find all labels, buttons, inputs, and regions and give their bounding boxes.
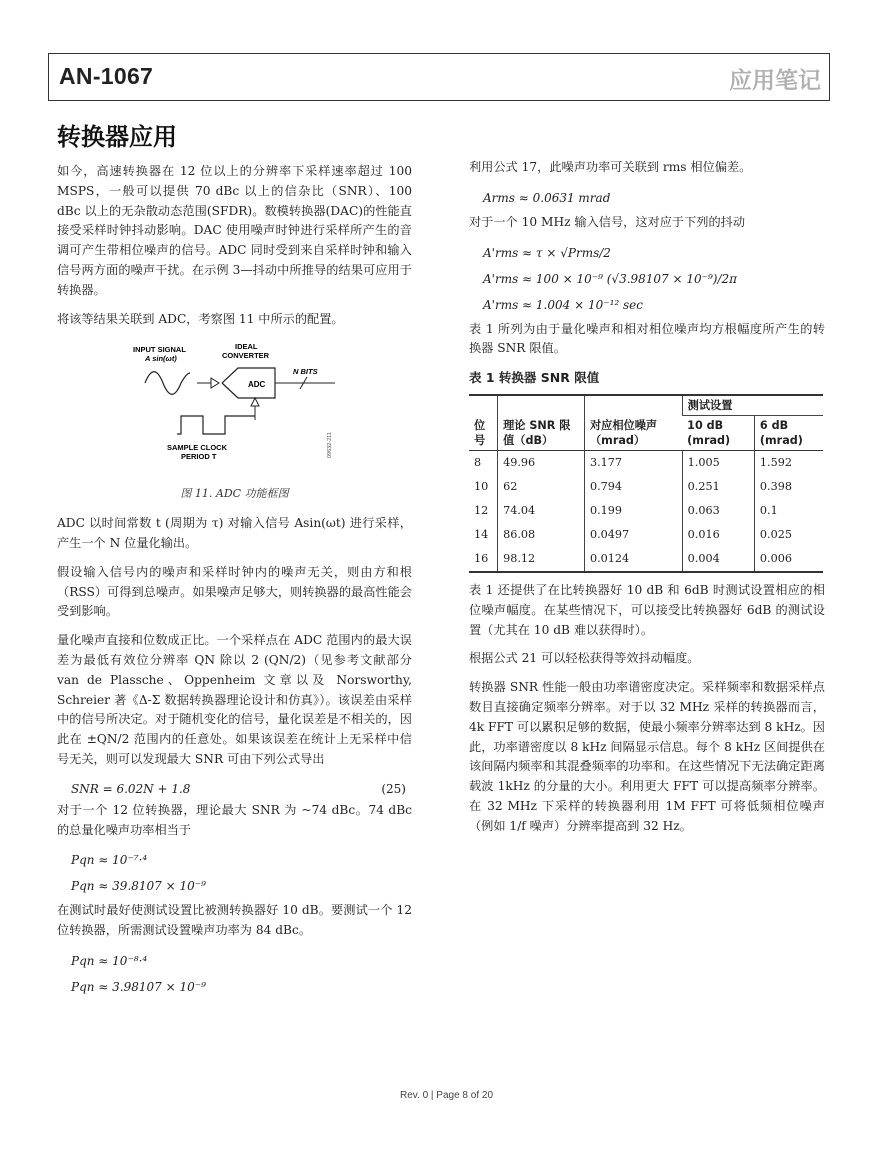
table-cell: 0.0497 [584, 523, 682, 547]
equation: A'rms ≈ 1.004 × 10⁻¹² sec [483, 297, 643, 312]
header-6db: 6 dB (mrad) [754, 415, 823, 450]
equation: A'rms ≈ 100 × 10⁻⁹ (√3.98107 × 10⁻⁹)/2π [483, 271, 738, 286]
table-row [469, 475, 823, 499]
paragraph: 转换器 SNR 性能一般由功率谱密度决定。采样频率和数据采样点数目直接确定频率分辨率。对于以 32 MHz 采样的转换器而言，4k FFT 可以累积足够的数据，使最小频率分辨率达到 8 kHz。因此，功率谱密度以 8 kHz 间隔显示信息。每个 8 kHz 区间提供在该间隔内频率和其混叠频率的功率和。在这些情况下无法确定距离载波 1kHz 的分量的大小。利用更大 FFT 可以提高频率分辨率。在 32 MHz 下采样的转换器利用 1M FFT 可将低频相位噪声（例如 1/f 噪声）分辨率提高到 32 Hz。 [469, 680, 825, 833]
header-snr: 理论 SNR 限值（dB） [498, 395, 585, 451]
doc-type: 应用笔记 [729, 68, 821, 94]
equation: Pqn ≈ 10⁻⁸·⁴ [71, 953, 148, 968]
table-cell: 74.04 [498, 499, 585, 523]
sample-clock-label: SAMPLE CLOCK [167, 443, 227, 453]
table-cell: 98.12 [498, 547, 585, 572]
table-cell: 8 [474, 456, 482, 470]
figure-id-label: 09632-211 [327, 432, 333, 459]
adc-diagram-svg [57, 338, 412, 486]
header-phase-noise: 对应相位噪声（mrad） [584, 395, 682, 451]
paragraph: ADC 以时间常数 t (周期为 τ) 对输入信号 Asin(ωt) 进行采样，产生一个 N 位量化输出。 [57, 516, 412, 550]
paragraph: 在测试时最好使测试设置比被测转换器好 10 dB。要测试一个 12 位转换器，所需测试设置噪声功率为 84 dBc。 [57, 903, 412, 938]
paragraph: 利用公式 17，此噪声功率可关联到 rms 相位偏差。 [469, 160, 752, 174]
adc-label: ADC [248, 380, 266, 390]
page-footer: Rev. 0 | Page 8 of 20 [399, 1090, 494, 1101]
table-cell: 1.005 [682, 450, 754, 475]
table-cell: 0.199 [584, 499, 682, 523]
table-row [469, 499, 823, 523]
arrow-icon [211, 378, 219, 388]
clock-waveform-icon [177, 416, 255, 434]
equation-number: (25) [381, 781, 406, 796]
table-cell: 49.96 [498, 450, 585, 475]
table-cell: 0.0124 [584, 547, 682, 572]
equation: Pqn ≈ 3.98107 × 10⁻⁹ [71, 979, 206, 994]
header-bits: 位号 [474, 418, 486, 447]
header-10db: 10 dB (mrad) [687, 418, 731, 447]
snr-table [469, 394, 823, 573]
doc-number: AN-1067 [59, 63, 154, 89]
table-cell: 0.1 [754, 499, 823, 523]
equation: Pqn ≈ 39.8107 × 10⁻⁹ [71, 879, 206, 894]
right-column [469, 158, 825, 846]
figure-caption: 图 11. ADC 功能框图 [180, 487, 289, 501]
table-row [469, 450, 823, 475]
table-cell: 10 [474, 480, 489, 494]
paragraph: 表 1 还提供了在比转换器好 10 dB 和 6dB 时测试设置相应的相位噪声幅度。在某些情况下，可以接受比转换器好 6dB 的测试设置（尤其在 10 dB 难以获得时）。 [469, 582, 825, 637]
table-cell: 3.177 [584, 450, 682, 475]
paragraph: 假设输入信号内的噪声和采样时钟内的噪声无关，则由方和根（RSS）可得到总噪声。如果噪声足够大，则转换器的最高性能会受到影响。 [57, 564, 412, 619]
clock-arrow-icon [251, 398, 259, 406]
left-column [57, 162, 412, 1002]
adc-block-diagram [57, 338, 412, 486]
table-cell: 12 [474, 504, 489, 518]
input-signal-label: INPUT SIGNAL [133, 345, 186, 355]
input-formula-label: A sin(ωt) [145, 354, 177, 364]
table-cell: 1.592 [754, 450, 823, 475]
table-cell: 0.016 [682, 523, 754, 547]
header-test-setup: 测试设置 [682, 395, 823, 416]
period-label: PERIOD T [181, 452, 217, 462]
paragraph: 对于一个 12 位转换器，理论最大 SNR 为 ~74 dBc。74 dBc 的总量化噪声功率相当于 [57, 802, 412, 837]
equation: Pqn ≈ 10⁻⁷·⁴ [71, 853, 148, 868]
table-cell: 0.006 [754, 547, 823, 572]
table-row [469, 523, 823, 547]
n-bits-label: N BITS [293, 367, 318, 377]
table-cell: 0.004 [682, 547, 754, 572]
table-cell: 0.398 [754, 475, 823, 499]
page-header [48, 53, 830, 101]
table-title: 表 1 转换器 SNR 限值 [469, 370, 600, 386]
table-cell: 62 [498, 475, 585, 499]
table-body [469, 450, 823, 572]
table-cell: 86.08 [498, 523, 585, 547]
paragraph: 将该等结果关联到 ADC，考察图 11 中所示的配置。 [57, 311, 344, 326]
paragraph: 如今，高速转换器在 12 位以上的分辨率下采样速率超过 100 MSPS，一般可以提供 70 dBc 以上的信杂比（SNR）、100 dBc 以上的无杂散动态范围(SFDR)。数模转换器(DAC)的性能直接受采样时钟抖动影响。DAC 使用噪声时钟进行采样所产生的音调可产生带相位噪声的信号。ADC 同时受到来自采样时钟和输入信号两方面的噪声干扰。在示例 3—抖动中所推导的结果可应用于转换器。 [57, 164, 412, 297]
table-cell: 14 [474, 528, 489, 542]
equation-25 [71, 779, 412, 799]
paragraph: 表 1 所列为由于量化噪声和相对相位噪声均方根幅度所产生的转换器 SNR 限值。 [469, 321, 825, 356]
table-row [469, 547, 823, 572]
equation-text: SNR = 6.02N + 1.8 [71, 781, 191, 796]
sine-wave-icon [145, 372, 190, 395]
paragraph: 量化噪声直接和位数成正比。一个采样点在 ADC 范围内的最大误差为最低有效位分辨率 QN 除以 2 (QN/2)（见参考文献部分 van de Plassche、Oppenheim 文章以及 Norsworthy, Schreier 著《Δ-Σ 数据转换器理论设计和仿真》）。该误差由采样中的信号所决定。对于随机变化的信号，量化误差是不相关的，因此在 ±QN/2 范围内的任意处。如果该误差在统计上无采样中信号无关，则可以发现最大 SNR 可由下列公式导出 [57, 633, 412, 766]
table-cell: 16 [474, 552, 489, 566]
table-cell: 0.251 [682, 475, 754, 499]
equation: A'rms ≈ τ × √Prms/2 [483, 245, 611, 260]
ideal-label: IDEAL [235, 342, 258, 352]
table-cell: 0.025 [754, 523, 823, 547]
section-title: 转换器应用 [57, 123, 177, 151]
table-cell: 0.063 [682, 499, 754, 523]
table-cell: 0.794 [584, 475, 682, 499]
paragraph: 对于一个 10 MHz 输入信号，这对应于下列的抖动 [469, 214, 746, 229]
paragraph: 根据公式 21 可以轻松获得等效抖动幅度。 [469, 651, 700, 666]
converter-label: CONVERTER [222, 351, 270, 361]
equation: Arms ≈ 0.0631 mrad [483, 190, 611, 205]
